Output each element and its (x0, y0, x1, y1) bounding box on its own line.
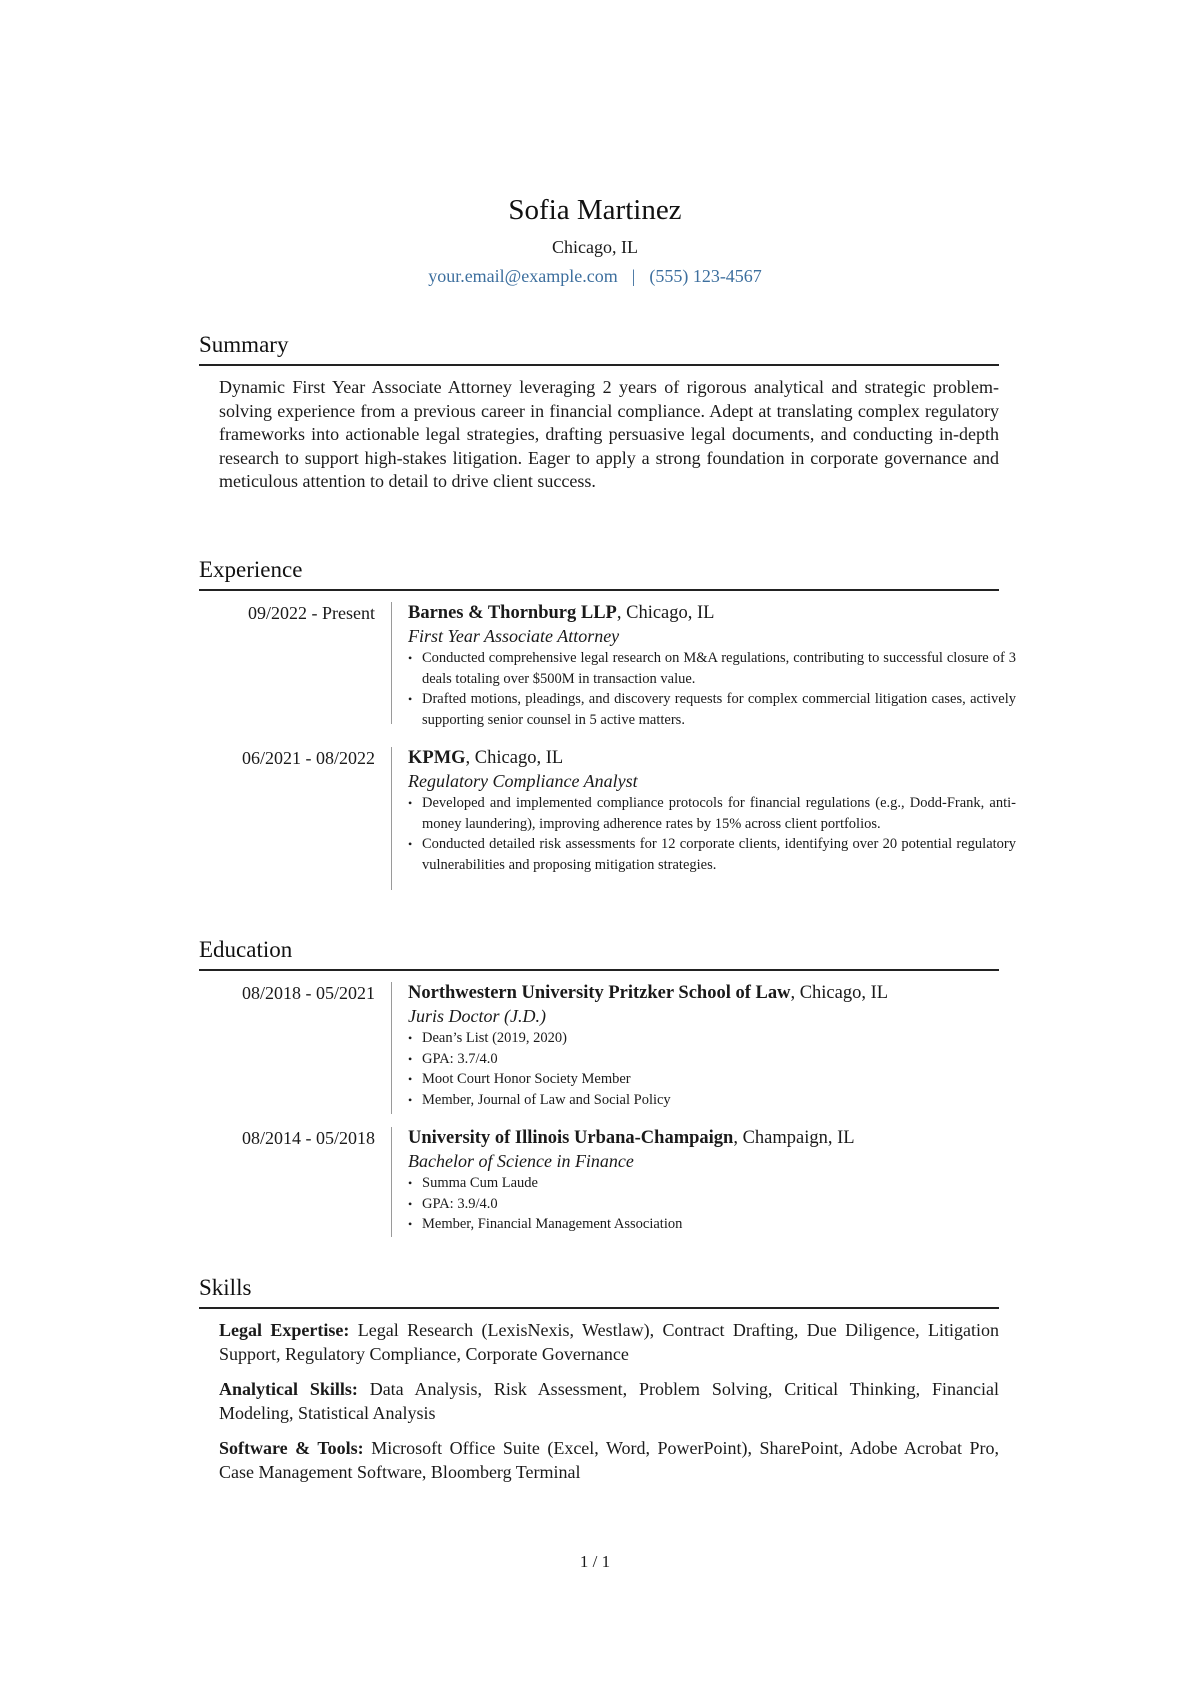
contact-line (0, 262, 1190, 290)
entry-title (408, 982, 1016, 1005)
entry-location: , Chicago, IL (616, 603, 715, 623)
section-divider (199, 969, 999, 971)
entry-role: Bachelor of Science in Finance (408, 1151, 634, 1171)
entry-date: 08/2014 - 05/2018 (242, 1128, 375, 1148)
list-item: • Conducted comprehensive legal research on M&A regulations, contributing to successful closure of 3 deals totaling over $500M in transaction value. (408, 648, 1016, 689)
list-item: • Developed and implemented compliance protocols for financial regulations (e.g., Dodd-Frank, anti-money laundering), improving adherence rates by 15% across client portfolios. (408, 793, 1016, 834)
entry-location: , Champaign, IL (733, 1128, 855, 1148)
candidate-name: Sofia Martinez (508, 194, 682, 226)
section-divider (199, 364, 999, 366)
skill-text: Microsoft Office Suite (Excel, Word, PowerPoint), SharePoint, Adobe Acrobat Pro, Case Management Software, Bloomberg Terminal (219, 1438, 999, 1482)
phone-link[interactable]: (555) 123-4567 (649, 266, 762, 286)
skill-label: Analytical Skills: (219, 1379, 358, 1399)
list-item: • Drafted motions, pleadings, and discovery requests for complex commercial litigation cases, actively supporting senior counsel in 5 active matters. (408, 689, 1016, 730)
entry-role: First Year Associate Attorney (408, 626, 620, 646)
section-divider (199, 589, 999, 591)
skills-heading: Skills (199, 1275, 252, 1300)
entry-bullets (408, 793, 1016, 875)
entry-bullets (408, 1028, 1016, 1110)
summary-heading: Summary (199, 332, 289, 357)
entry-role: Juris Doctor (J.D.) (408, 1006, 546, 1026)
entry-title (408, 1127, 1016, 1150)
entry-date: 06/2021 - 08/2022 (242, 748, 375, 768)
entry-body (391, 982, 1016, 1114)
section-divider (199, 1307, 999, 1309)
skills-section (199, 1273, 999, 1496)
list-item: • Moot Court Honor Society Member (408, 1069, 1016, 1090)
experience-heading: Experience (199, 557, 303, 582)
entry-role: Regulatory Compliance Analyst (408, 771, 638, 791)
summary-text: Dynamic First Year Associate Attorney leveraging 2 years of rigorous analytical and strategic problem-solving experience from a previous career in financial compliance. Adept at translating complex regulatory frameworks into actionable legal strategies, drafting persuasive legal documents, and conducting in-depth research to support high-stakes litigation. Eager to apply a strong foundation in corporate governance and meticulous attention to detail to drive client success. (219, 377, 999, 491)
skill-label: Legal Expertise: (219, 1320, 350, 1340)
list-item: • Conducted detailed risk assessments for 12 corporate clients, identifying over 20 potential regulatory vulnerabilities and proposing mitigation strategies. (408, 834, 1016, 875)
experience-section (199, 555, 1016, 873)
entry-org: KPMG (408, 748, 466, 768)
entry-bullets (408, 1173, 1016, 1235)
skill-label: Software & Tools: (219, 1438, 364, 1458)
entry-body (391, 1127, 1016, 1237)
page-number: 1 / 1 (579, 1552, 611, 1571)
list-item: • GPA: 3.7/4.0 (408, 1049, 1016, 1070)
summary-section (199, 330, 999, 494)
entry-title (408, 747, 1016, 770)
entry-bullets (408, 648, 1016, 730)
list-item: • Summa Cum Laude (408, 1173, 1016, 1194)
list-item: • Member, Financial Management Association (408, 1214, 1016, 1235)
entry-body (391, 747, 1016, 890)
education-section (199, 935, 999, 1232)
list-item: • Dean’s List (2019, 2020) (408, 1028, 1016, 1049)
resume-header (0, 190, 1190, 290)
entry-location: , Chicago, IL (790, 983, 889, 1003)
candidate-location: Chicago, IL (552, 237, 638, 257)
email-link[interactable]: your.email@example.com (428, 266, 618, 286)
education-heading: Education (199, 937, 293, 962)
list-item: • Member, Journal of Law and Social Policy (408, 1090, 1016, 1111)
skill-text: Legal Research (LexisNexis, Westlaw), Contract Drafting, Due Diligence, Litigation Support, Regulatory Compliance, Corporate Governance (219, 1320, 999, 1364)
skill-item (219, 1437, 999, 1484)
entry-date: 08/2018 - 05/2021 (242, 983, 375, 1003)
entry-org: Barnes & Thornburg LLP (408, 603, 617, 623)
entry-location: , Chicago, IL (465, 748, 564, 768)
list-item: • GPA: 3.9/4.0 (408, 1194, 1016, 1215)
skill-item (219, 1319, 999, 1366)
entry-title (408, 602, 1016, 625)
entry-body (391, 602, 1016, 728)
entry-org: University of Illinois Urbana-Champaign (408, 1128, 734, 1148)
contact-separator: | (631, 266, 636, 286)
entry-date: 09/2022 - Present (248, 603, 375, 623)
entry-org: Northwestern University Pritzker School of Law (408, 983, 791, 1003)
skill-text: Data Analysis, Risk Assessment, Problem Solving, Critical Thinking, Financial Modeling, Statistical Analysis (219, 1379, 999, 1423)
skill-item (219, 1378, 999, 1425)
